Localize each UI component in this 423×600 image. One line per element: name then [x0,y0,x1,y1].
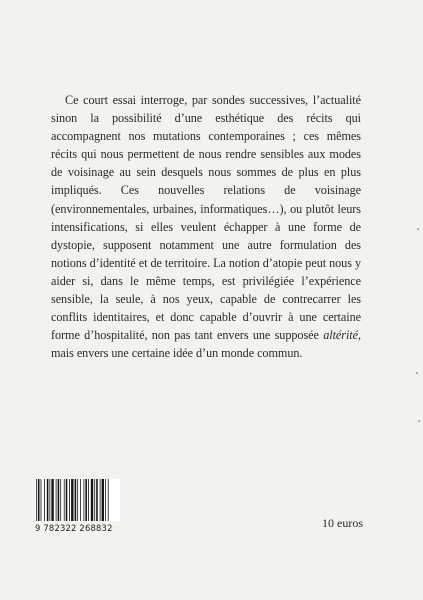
barcode-bar [96,479,98,521]
barcode-bar [38,479,40,521]
summary-text-part-2: , mais envers une certaine idée d’un monde commun. [51,328,361,361]
barcode-bar [50,479,51,521]
barcode-block [35,479,120,533]
isbn-number: 9 782322 268832 [35,523,113,533]
barcode-bar [102,479,104,521]
barcode-bar [44,479,45,521]
barcode-bar [71,479,73,521]
barcode-bar [105,479,106,521]
barcode-bar [88,479,89,521]
summary-emphasis: altérité [323,328,358,343]
price-label: 10 euros [322,516,363,530]
barcode-bar [84,479,85,521]
barcode-bar [58,479,60,521]
summary-text-part-1: Ce court essai interroge, par sondes successives, l’actualité sinon la possibilité d’une esthétique des récits qui accompagnent nos mutations contemporaines ; ces mêmes récits qui nous permettent de nous rendre sensibles aux modes de voisinage au sein desquels nous sommes de plus en plus impliqués. Ces nouvelles relations de voisinage (environnementales, urbaines, informatiques…), ou plutôt leurs intensifications, si elles veulent échapper à une forme de dystopie, supposent notamment une autre formulation des notions d’identité et de territoire. La notion d’atopie peut nous y aider si, dans le même temps, est privilégiée l’expérience sensible, la seule, à nos yeux, capable de contrecarrer les conflits identitaires, et donc capable d’ouvrir à une certaine forme d’hospitalité, non pas tant envers une supposée [51,93,361,343]
barcode-bar [94,479,95,521]
barcode-bar [100,479,101,521]
barcode-bar [64,479,65,521]
barcode-bar [41,479,42,521]
barcode [35,479,120,521]
barcode-bar [80,479,81,521]
barcode-bar [60,479,61,521]
summary-text [51,91,361,362]
barcode-bar [75,479,77,521]
print-speck [417,228,419,230]
barcode-bar [108,479,109,521]
summary-paragraph [51,91,361,362]
barcode-bar [47,479,49,521]
barcode-bar [77,479,78,521]
barcode-bar [69,479,70,521]
barcode-bar [56,479,57,521]
barcode-bar [51,479,53,521]
barcode-bar [36,479,37,521]
barcode-bar [91,479,93,521]
barcode-bar [85,479,87,521]
print-speck [418,420,420,422]
print-speck [416,372,418,374]
barcode-bar [66,479,68,521]
